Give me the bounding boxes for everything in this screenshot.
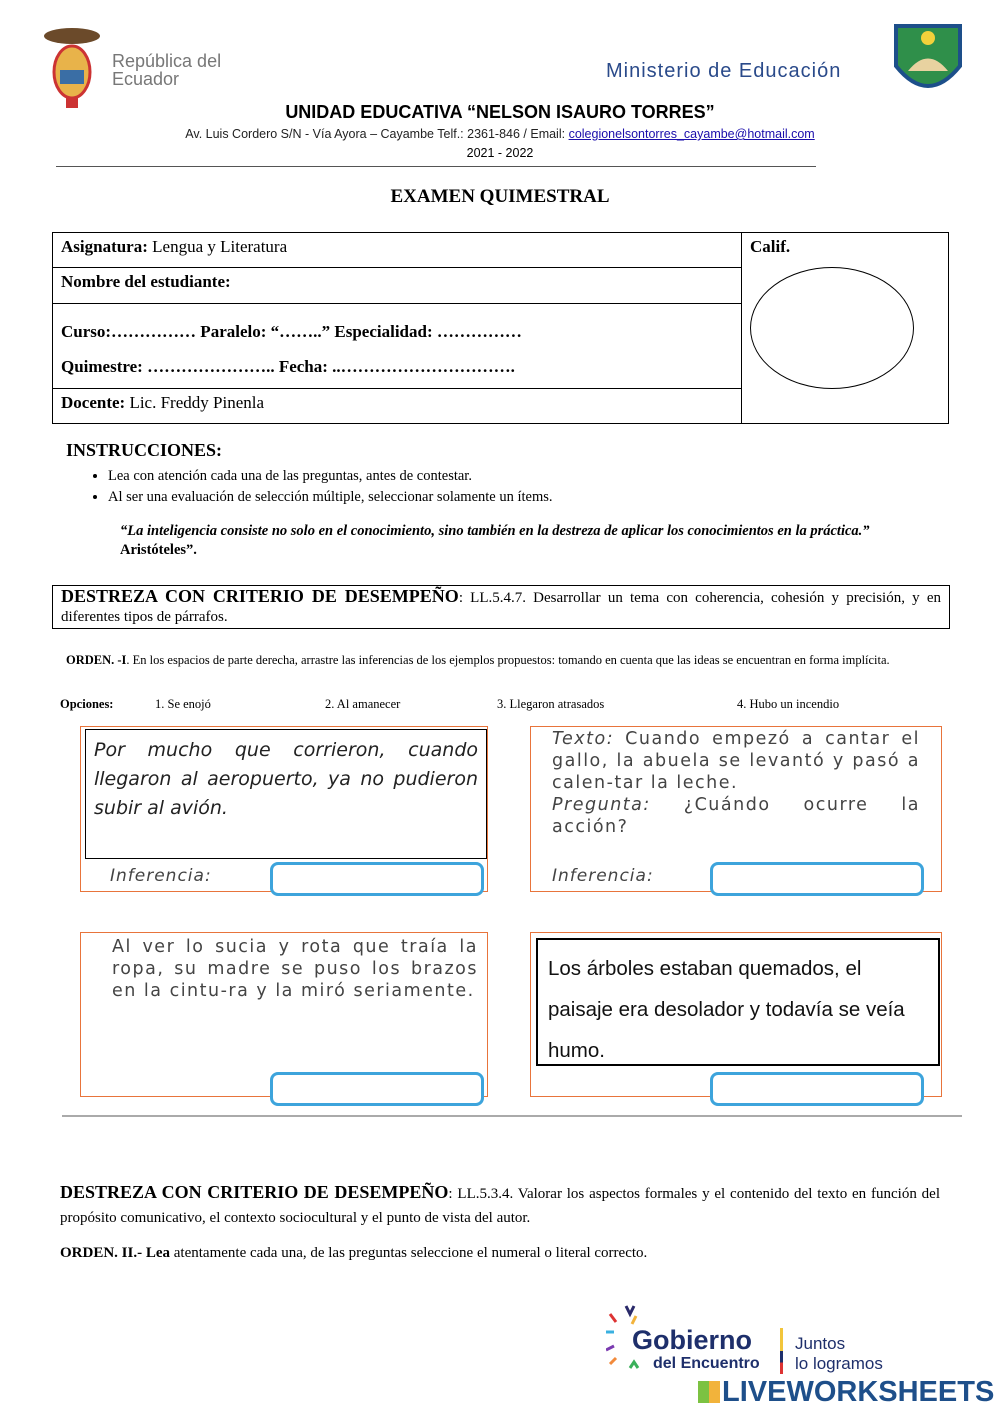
docente-cell: Docente: Lic. Freddy Pinenla: [53, 389, 742, 424]
exam-title: EXAMEN QUIMESTRAL: [390, 186, 610, 207]
option-2[interactable]: 2. Al amanecer: [325, 697, 401, 711]
destreza-2: DESTREZA CON CRITERIO DE DESEMPEÑO: LL.5.3.4. Valorar los aspectos formales y el contenido del texto en función del propósito comunicativo, el contexto sociocultural y el punto de vista del autor.: [60, 1182, 940, 1226]
card-1-inference-label: Inferencia:: [110, 866, 212, 886]
header-divider: [56, 166, 816, 167]
school-name: UNIDAD EDUCATIVA “NELSON ISAURO TORRES”: [285, 102, 715, 122]
course-fields[interactable]: Curso:…………… Paralelo: “……..” Especialidad: …………… Quimestre: ………………….. Fecha: ..………………………….: [53, 304, 742, 389]
section-divider: [62, 1115, 962, 1117]
card-3-text: Al ver lo sucia y rota que traía la ropa, su madre se puso los brazos en la cintu-ra y la miró seriamente.: [112, 937, 478, 1001]
ecuador-coat-of-arms-icon: [38, 22, 106, 108]
card-4-text: Los árboles estaban quemados, el paisaje era desolador y todavía se veía humo.: [536, 938, 940, 1066]
school-year: 2021 - 2022: [466, 146, 534, 160]
student-name-field[interactable]: Nombre del estudiante:: [53, 268, 742, 304]
drop-zone-4[interactable]: [710, 1072, 924, 1106]
instruction-item: • Al ser una evaluación de selección múltiple, seleccionar solamente un ítems.: [108, 487, 553, 508]
flag-divider: [780, 1328, 783, 1374]
instruction-item: • Lea con atención cada una de las preguntas, antes de contestar.: [108, 466, 553, 487]
card-1-text: Por mucho que corrieron, cuando llegaron al aeropuerto, ya no pudieron subir al avión.: [85, 729, 487, 859]
drop-zone-2[interactable]: [710, 862, 924, 896]
calif-cell: Calif.: [742, 233, 949, 424]
quote: “La inteligencia consiste no solo en el conocimiento, sino también en la destreza de aplicar los conocimientos en la práctica.” Aristóteles”.: [120, 523, 870, 558]
option-1[interactable]: 1. Se enojó: [155, 697, 211, 711]
republica-logo-text: República del Ecuador: [112, 51, 222, 89]
grade-oval[interactable]: [750, 267, 914, 389]
card-2-text: Texto: Cuando empezó a cantar el gallo, la abuela se levantó y pasó a calen-tar la leche. Pregunta: ¿Cuándo ocurre la acción?: [552, 729, 920, 837]
destreza-box-1: DESTREZA CON CRITERIO DE DESEMPEÑO: LL.5.4.7. Desarrollar un tema con coherencia, cohesión y precisión, y en diferentes tipos de párrafos.: [52, 585, 950, 629]
instructions-list: [66, 466, 553, 508]
asignatura-cell: Asignatura: Lengua y Literatura: [53, 233, 742, 268]
liveworksheets-logo: LIVEWORKSHEETS: [722, 1376, 995, 1408]
juntos-text: Juntos lo logramos: [795, 1334, 883, 1373]
instructions-heading: INSTRUCCIONES:: [66, 440, 223, 460]
options-row: Opciones: 1. Se enojó 2. Al amanecer 3. Llegaron atrasados 4. Hubo un incendio: [60, 697, 840, 711]
orden-2: ORDEN. II.- Lea atentamente cada una, de las preguntas seleccione el numeral o literal correcto.: [60, 1245, 648, 1261]
option-3[interactable]: 3. Llegaron atrasados: [497, 697, 605, 711]
option-4[interactable]: 4. Hubo un incendio: [737, 697, 840, 711]
gobierno-logo-text: Gobierno: [632, 1325, 752, 1355]
live-blocks-icon: [698, 1381, 720, 1403]
card-2-inference-label: Inferencia:: [552, 866, 654, 886]
school-email-link[interactable]: colegionelsontorres_cayambe@hotmail.com: [568, 127, 815, 141]
drop-zone-1[interactable]: [270, 862, 484, 896]
ministerio-logo-text: Ministerio de Educación: [606, 60, 842, 82]
school-shield-icon: [888, 16, 968, 105]
drop-zone-3[interactable]: [270, 1072, 484, 1106]
student-info-table: [52, 232, 949, 424]
orden-1: ORDEN. -I. En los espacios de parte derecha, arrastre las inferencias de los ejemplos propuestos: tomando en cuenta que las ideas se encuentran en forma implícita.: [66, 653, 890, 667]
school-address: Av. Luis Cordero S/N - Vía Ayora – Cayambe Telf.: 2361-846 / Email: colegionelsontorres_cayambe@hotmail.com: [185, 127, 815, 141]
encuentro-logo-text: del Encuentro: [653, 1355, 760, 1372]
